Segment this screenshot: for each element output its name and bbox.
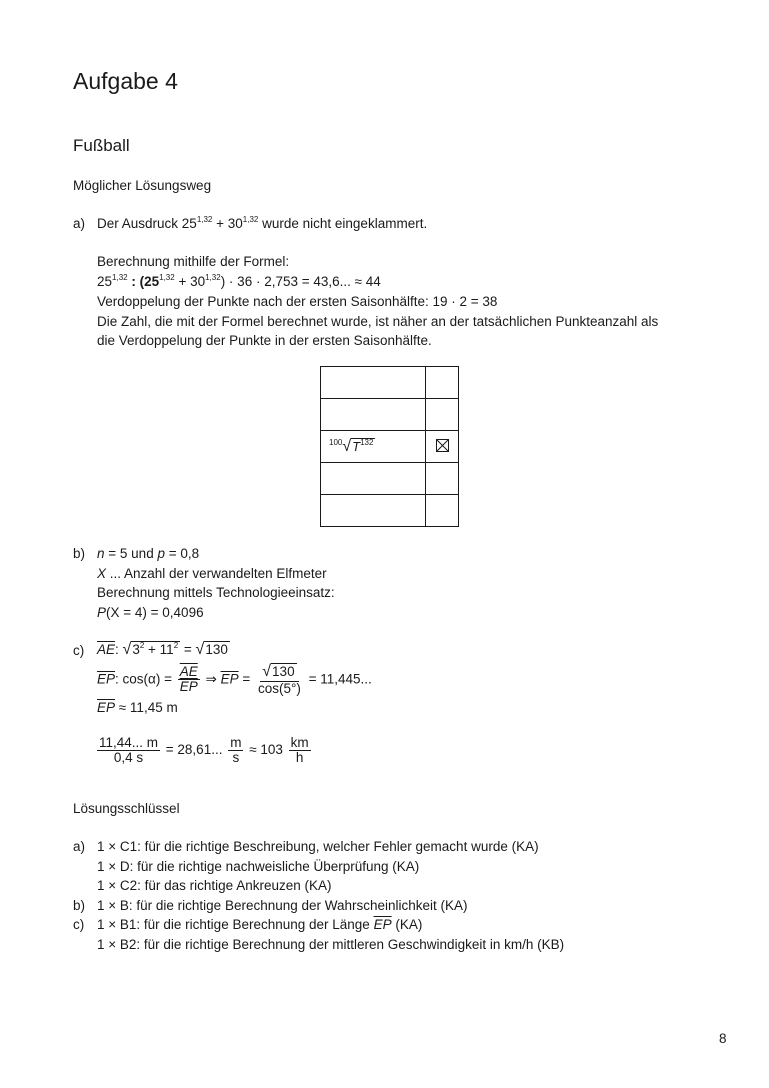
part-b-label: b) [73, 546, 86, 561]
section-title: Fußball [73, 136, 130, 155]
speed-line: $\frac{11,44... m}{0,4 s}$ = 28,61... $\frac{m}{s}$ ≈ 103 $\frac{km}{h}$ [99, 735, 309, 766]
solution-heading: Möglicher Lösungsweg [73, 178, 212, 193]
part-a-label: a) [73, 216, 86, 231]
part-c-label: c) [73, 643, 85, 658]
key-c-label: c) [73, 917, 85, 932]
key-a3: 1 × C2: für das richtige Ankreuzen (KA) [97, 878, 332, 893]
key-heading: Lösungsschlüssel [73, 801, 180, 816]
key-a2: 1 × D: für die richtige nachweisliche Überprüfung (KA) [97, 859, 420, 874]
ae-line: $\overline{AE}$: $√3^2 + 11^2 = √130$ [97, 641, 228, 658]
checked-box-icon[interactable] [436, 439, 449, 452]
conclusion-line-1: Die Zahl, die mit der Formel berechnet wurde, ist näher an der tatsächlichen Punkteanzahl als [97, 314, 659, 329]
calc-heading: Berechnung mithilfe der Formel: [97, 254, 290, 269]
tech-line: Berechnung mittels Technologieeinsatz: [97, 585, 335, 600]
root-expression: $^{100}√T^{132}$ [321, 431, 426, 463]
doubling-line: Verdoppelung der Punkte nach der ersten Saisonhälfte: 19 · 2 = 38 [97, 294, 498, 309]
table-row [321, 463, 459, 495]
table-row [321, 495, 459, 527]
variable-line: X ... Anzahl der verwandelten Elfmeter [97, 566, 327, 581]
key-a-label: a) [73, 839, 86, 854]
table-row [321, 367, 459, 399]
part-a-statement: Der Ausdruck $25^{1,32} + 30^{1,32}$ wurde nicht eingeklammert. [97, 215, 428, 231]
table-row [321, 431, 459, 463]
key-c1: 1 × B1: für die richtige Berechnung der Länge $\overline{EP}$ (KA) [97, 917, 423, 932]
key-c2: 1 × B2: für die richtige Berechnung der mittleren Geschwindigkeit in km/h (KB) [97, 937, 565, 952]
formula-line: 25$^{1,32}$ : $(25^{1,32} + 30^{1,32}) \cdot 36 \cdot 2,753 = 43,6$... ≈ 44 [97, 273, 381, 289]
key-a1: 1 × C1: für die richtige Beschreibung, welcher Fehler gemacht wurde (KA) [97, 839, 539, 854]
conclusion-line-2: die Verdoppelung der Punkte in der ersten Saisonhälfte. [97, 333, 432, 348]
key-b1: 1 × B: für die richtige Berechnung der Wahrscheinlichkeit (KA) [97, 898, 468, 913]
page-number: 8 [719, 1031, 727, 1046]
page-title: Aufgabe 4 [73, 68, 178, 94]
table-row [321, 399, 459, 431]
ep-approx-line: $\overline{EP} \approx 11,45$ m [97, 700, 178, 715]
answer-checkbox-table [320, 366, 459, 527]
ep-formula-line: $\overline{EP}$: cos(α) = $\frac{\overline{AE}}{EP}$ ⇒ $\overline{EP}$ = $\frac{√130}{\cos(5^\circ)}$ = 11,445... [97, 663, 372, 696]
key-b-label: b) [73, 898, 86, 913]
params-line: n = 5 und p = 0,8 [97, 546, 200, 561]
probability-line: P(X = 4) = 0,4096 [97, 605, 204, 620]
